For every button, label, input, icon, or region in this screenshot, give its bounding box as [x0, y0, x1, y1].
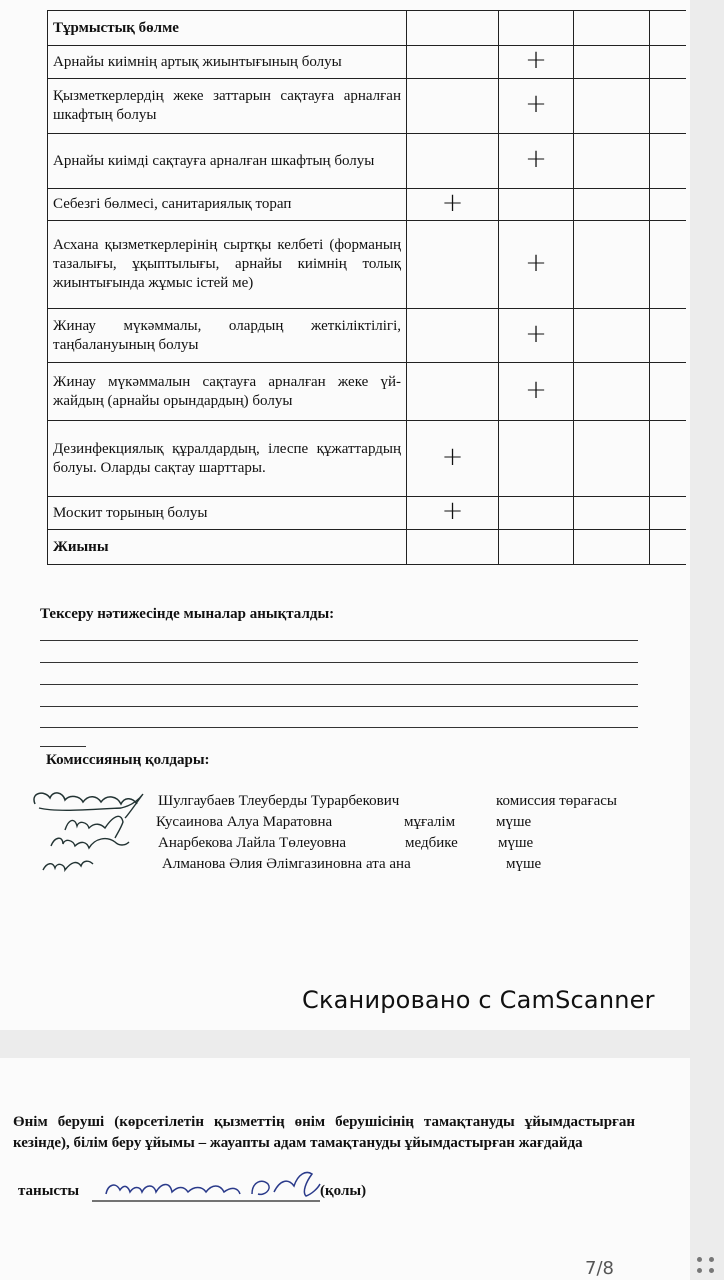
- plus-mark: +: [525, 318, 547, 349]
- page-indicator: 7/8: [585, 1258, 614, 1279]
- mark-cell: [650, 530, 688, 565]
- mark-cell: [499, 309, 574, 363]
- mark-cell: [650, 189, 688, 221]
- table-row: [48, 189, 688, 221]
- mark-cell: [407, 221, 499, 309]
- mark-cell: [407, 189, 499, 221]
- table-row: [48, 11, 688, 46]
- blank-line: [40, 640, 638, 641]
- mark-cell: [574, 421, 650, 497]
- mark-cell: [650, 46, 688, 79]
- findings-title: Тексеру нәтижесінде мыналар анықталды:: [40, 606, 335, 622]
- mark-cell: [650, 497, 688, 530]
- table-row: [48, 46, 688, 79]
- table-row: [48, 221, 688, 309]
- blank-line: [40, 684, 638, 685]
- mark-cell: [499, 189, 574, 221]
- criterion-label: Тұрмыстық бөлме: [48, 11, 407, 46]
- mark-cell: [407, 134, 499, 189]
- mark-cell: [499, 221, 574, 309]
- more-options-icon[interactable]: [695, 1255, 719, 1277]
- table-row: [48, 363, 688, 421]
- criterion-label: Жинау мүкәммалы, олардың жеткіліктілігі, таңбалануының болуы: [48, 309, 407, 363]
- mark-cell: [499, 497, 574, 530]
- mark-cell: [407, 79, 499, 134]
- mark-cell: [499, 363, 574, 421]
- mark-cell: [574, 309, 650, 363]
- mark-cell: [574, 46, 650, 79]
- criterion-label: Жиыны: [48, 530, 407, 565]
- criterion-label: Жинау мүкәммалын сақтауға арналған жеке үй-жайдың (арнайы орындардың) болуы: [48, 363, 407, 421]
- member-role: мүше: [498, 835, 534, 851]
- member-role: комиссия төрағасы: [496, 793, 618, 809]
- mark-cell: [407, 11, 499, 46]
- camscanner-watermark: Сканировано с CamScanner: [302, 986, 655, 1014]
- mark-cell: [574, 79, 650, 134]
- handwritten-signature: [92, 1164, 322, 1204]
- mark-cell: [650, 421, 688, 497]
- mark-cell: [574, 497, 650, 530]
- criterion-label: Қызметкерлердің жеке заттарын сақтауға арналған шкафтың болуы: [48, 79, 407, 134]
- plus-mark: +: [525, 247, 547, 278]
- criterion-label: Арнайы киімнің артық жиынтығының болуы: [48, 46, 407, 79]
- plus-mark: +: [525, 374, 547, 405]
- familiar-label: танысты: [18, 1183, 80, 1199]
- criterion-label: Дезинфекциялық құралдардың, ілеспе құжаттардың болуы. Оларды сақтау шарттары.: [48, 421, 407, 497]
- mark-cell: [650, 11, 688, 46]
- mark-cell: [499, 530, 574, 565]
- plus-mark: +: [525, 89, 547, 119]
- mark-cell: [650, 363, 688, 421]
- mark-cell: [499, 79, 574, 134]
- criterion-label: Арнайы киімді сақтауға арналған шкафтың болуы: [48, 134, 407, 189]
- blank-line: [40, 727, 638, 728]
- plus-mark: +: [441, 496, 464, 526]
- mark-cell: [407, 46, 499, 79]
- criterion-label: Москит торының болуы: [48, 497, 407, 530]
- member-role: мүше: [506, 856, 542, 872]
- provider-statement: Өнім беруші (көрсетілетін қызметтің өнім берушісінің тамақтануды ұйымдастырған кезінде), білім беру ұйымы – жауапты адам тамақтануды ұйымдастырған жағдайда: [13, 1114, 635, 1151]
- criterion-label: Себезгі бөлмесі, санитариялық торап: [48, 189, 407, 221]
- mark-cell: [574, 363, 650, 421]
- mark-cell: [574, 189, 650, 221]
- member-name: Кусаинова Алуа Маратовна: [156, 814, 333, 830]
- plus-mark: +: [441, 187, 464, 218]
- mark-cell: [650, 309, 688, 363]
- mark-cell: [499, 11, 574, 46]
- mark-cell: [499, 46, 574, 79]
- table-row: [48, 134, 688, 189]
- member-name: Шулгаубаев Тлеуберды Турарбекович: [158, 793, 400, 809]
- signature-label: (қолы): [320, 1183, 367, 1199]
- mark-cell: [650, 79, 688, 134]
- member-name: Алманова Әлия Әлімгазиновна ата ана: [162, 856, 411, 872]
- mark-cell: [407, 309, 499, 363]
- table-row: [48, 79, 688, 134]
- mark-cell: [407, 363, 499, 421]
- blank-line: [40, 662, 638, 663]
- mark-cell: [650, 134, 688, 189]
- table-row: [48, 309, 688, 363]
- plus-mark: +: [525, 144, 547, 174]
- inspection-table: [47, 10, 688, 565]
- handwritten-signatures: [25, 782, 165, 882]
- mark-cell: [499, 421, 574, 497]
- mark-cell: [499, 134, 574, 189]
- mark-cell: [407, 530, 499, 565]
- member-role: мүше: [496, 814, 532, 830]
- table-row: [48, 421, 688, 497]
- mark-cell: [574, 134, 650, 189]
- commission-signatures-title: Комиссияның қолдары:: [46, 752, 210, 768]
- member-name: Анарбекова Лайла Төлеуовна: [158, 835, 347, 851]
- mark-cell: [650, 221, 688, 309]
- member-position: мұғалім: [404, 814, 456, 830]
- mark-cell: [407, 497, 499, 530]
- table-row: [48, 530, 688, 565]
- mark-cell: [574, 11, 650, 46]
- plus-mark: +: [525, 45, 547, 75]
- blank-line: [40, 706, 638, 707]
- mark-cell: [574, 221, 650, 309]
- member-position: медбике: [405, 835, 458, 851]
- plus-mark: +: [441, 441, 464, 472]
- table-row: [48, 497, 688, 530]
- mark-cell: [407, 421, 499, 497]
- mark-cell: [574, 530, 650, 565]
- criterion-label: Асхана қызметкерлерінің сыртқы келбеті (форманың тазалығы, ұқыптылығы, арнайы киімнің толық жиынтығында жұмыс істей ме): [48, 221, 407, 309]
